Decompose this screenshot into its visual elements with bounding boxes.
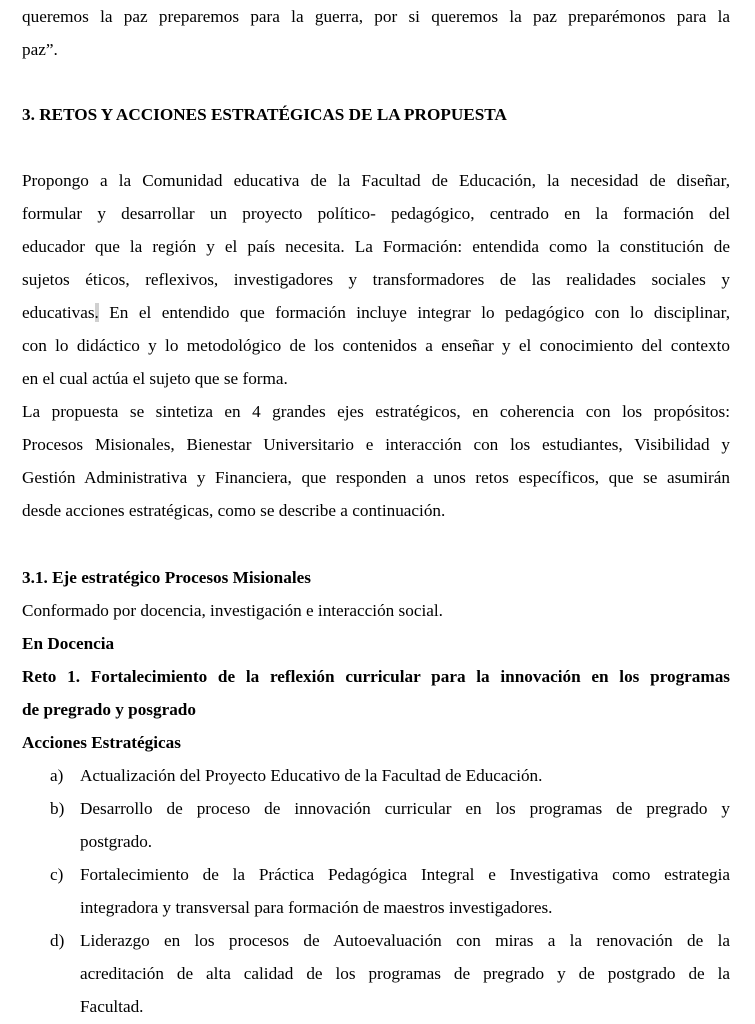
reto-1: [22, 660, 730, 726]
text-line: La propuesta se sintetiza en 4 grandes ejes estratégicos, en coherencia con los propósitos:: [22, 402, 730, 421]
text-line: Liderazgo en los procesos de Autoevaluación con miras a la renovación de la: [80, 931, 730, 950]
list-item: [50, 759, 730, 792]
list-item-text: [80, 858, 730, 924]
text-line: [22, 296, 730, 329]
text-line: acreditación de alta calidad de los programas de pregrado y de postgrado de la: [80, 964, 730, 983]
selection-highlight: .: [94, 303, 99, 322]
list-item: [50, 924, 730, 1023]
text-fragment: En el entendido que formación incluye integrar lo pedagógico con lo disciplinar,: [98, 303, 730, 322]
list-marker: d): [50, 931, 65, 950]
acciones-heading: Acciones Estratégicas: [22, 733, 181, 752]
docencia-heading: En Docencia: [22, 634, 115, 653]
list-marker: b): [50, 799, 65, 818]
text-line: Gestión Administrativa y Financiera, que responden a unos retos específicos, que se asumirán: [22, 468, 730, 487]
subsection-intro: Conformado por docencia, investigación e interacción social.: [22, 601, 443, 620]
subsection-heading: 3.1. Eje estratégico Procesos Misionales: [22, 568, 311, 587]
list-marker: c): [50, 865, 64, 884]
text-line: formular y desarrollar un proyecto político- pedagógico, centrado en la formación del: [22, 204, 730, 223]
text-line: sujetos éticos, reflexivos, investigadores y transformadores de las realidades sociales y: [22, 270, 730, 289]
text-fragment: educativas: [22, 303, 95, 322]
text-line: en el cual actúa el sujeto que se forma.: [22, 369, 288, 388]
text-line: de pregrado y posgrado: [22, 700, 196, 719]
text-line: Propongo a la Comunidad educativa de la Facultad de Educación, la necesidad de diseñar,: [22, 171, 730, 190]
text-line: queremos la paz preparemos para la guerra, por si queremos la paz preparémonos para la: [22, 7, 730, 26]
text-line: Actualización del Proyecto Educativo de la Facultad de Educación.: [80, 766, 543, 785]
text-line: con lo didáctico y lo metodológico de los contenidos a enseñar y el conocimiento del contexto: [22, 336, 730, 355]
paragraph-formacion: [22, 164, 730, 395]
text-line: desde acciones estratégicas, como se describe a continuación.: [22, 501, 446, 520]
top-paragraph: [22, 0, 730, 66]
list-item-text: [80, 924, 730, 1023]
text-line: Reto 1. Fortalecimiento de la reflexión curricular para la innovación en los programas: [22, 667, 730, 686]
text-line: Fortalecimiento de la Práctica Pedagógica Integral e Investigativa como estrategia: [80, 865, 730, 884]
list-item-text: [80, 759, 730, 792]
text-line: postgrado.: [80, 832, 153, 851]
list-item: [50, 792, 730, 858]
list-item: [50, 858, 730, 924]
list-marker: a): [50, 766, 64, 785]
text-line: Desarrollo de proceso de innovación curricular en los programas de pregrado y: [80, 799, 730, 818]
list-item-text: [80, 792, 730, 858]
section-heading: 3. RETOS Y ACCIONES ESTRATÉGICAS DE LA PROPUESTA: [22, 105, 507, 124]
acciones-list: [50, 759, 730, 1023]
paragraph-ejes: [22, 395, 730, 527]
text-line: paz”.: [22, 40, 58, 59]
text-line: Procesos Misionales, Bienestar Universitario e interacción con los estudiantes, Visibilidad y: [22, 435, 730, 454]
text-line: integradora y transversal para formación de maestros investigadores.: [80, 898, 553, 917]
text-line: educador que la región y el país necesita. La Formación: entendida como la constitución de: [22, 237, 730, 256]
text-line: Facultad.: [80, 997, 144, 1016]
